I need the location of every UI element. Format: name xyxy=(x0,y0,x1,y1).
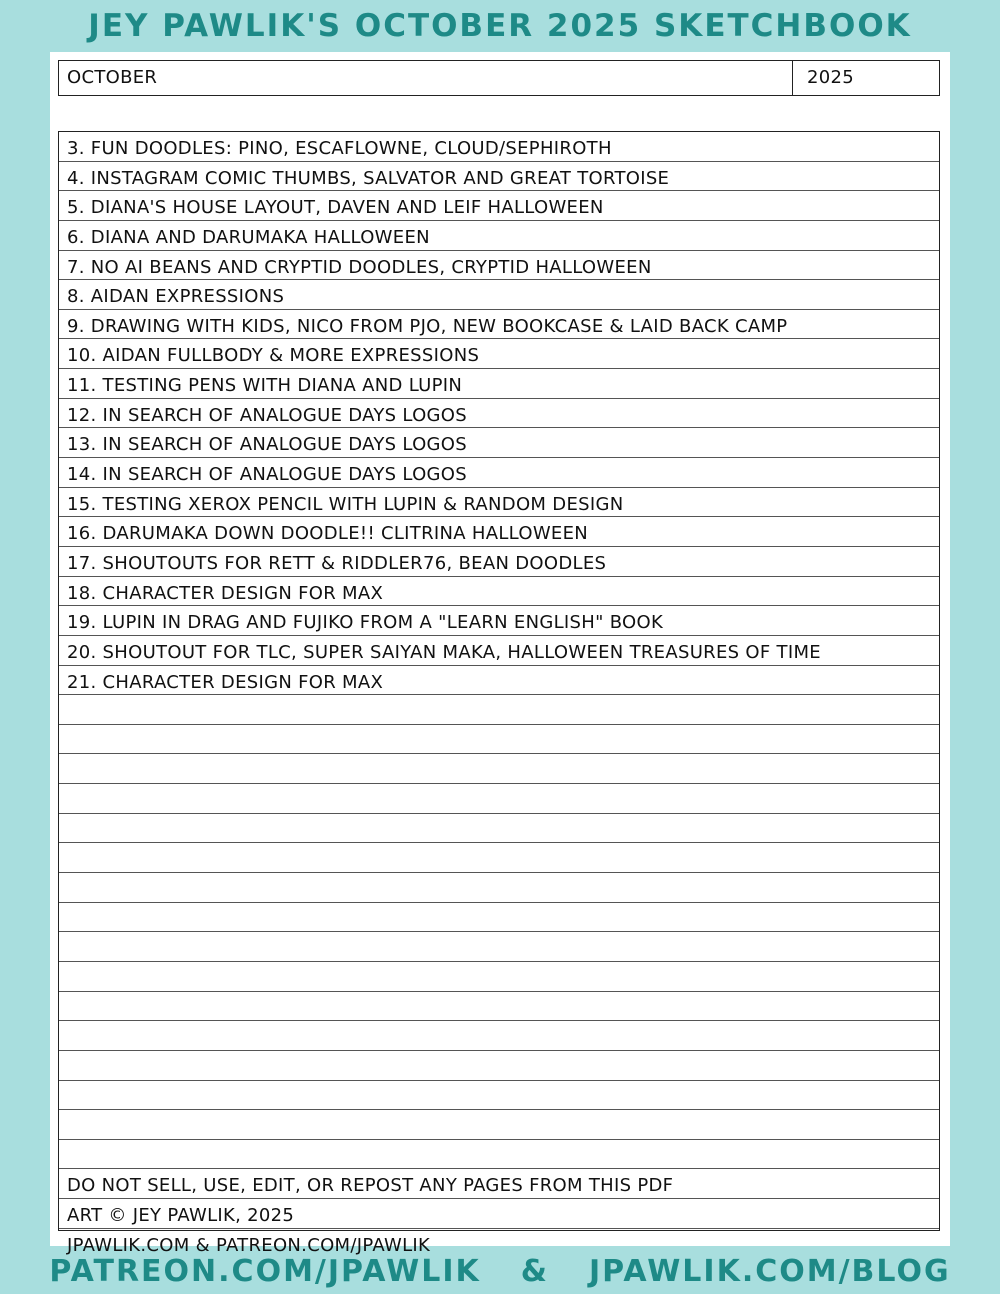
table-row xyxy=(59,962,939,992)
table-row: 4. INSTAGRAM COMIC THUMBS, SALVATOR AND GREAT TORTOISE xyxy=(59,162,939,192)
table-row: 14. IN SEARCH OF ANALOGUE DAYS LOGOS xyxy=(59,458,939,488)
table-row: 21. CHARACTER DESIGN FOR MAX xyxy=(59,666,939,696)
table-row xyxy=(59,725,939,755)
footer-links xyxy=(0,1250,1000,1294)
sketchbook-page xyxy=(50,52,950,1256)
table-row xyxy=(59,695,939,725)
header-year: 2025 xyxy=(807,67,855,88)
page-title: JEY PAWLIK'S OCTOBER 2025 SKETCHBOOK xyxy=(88,8,912,44)
table-row: 13. IN SEARCH OF ANALOGUE DAYS LOGOS xyxy=(59,428,939,458)
table-row xyxy=(59,1051,939,1081)
table-row: 5. DIANA'S HOUSE LAYOUT, DAVEN AND LEIF HALLOWEEN xyxy=(59,191,939,221)
table-row xyxy=(59,1081,939,1111)
table-row: 3. FUN DOODLES: PINO, ESCAFLOWNE, CLOUD/SEPHIROTH xyxy=(59,132,939,162)
table-row: 17. SHOUTOUTS FOR RETT & RIDDLER76, BEAN DOODLES xyxy=(59,547,939,577)
table-row xyxy=(59,873,939,903)
table-row: ART © JEY PAWLIK, 2025 xyxy=(59,1199,939,1229)
footer-patreon-link[interactable]: PATREON.COM/JPAWLIK xyxy=(49,1254,481,1289)
table-row: 20. SHOUTOUT FOR TLC, SUPER SAIYAN MAKA, HALLOWEEN TREASURES OF TIME xyxy=(59,636,939,666)
entries-table xyxy=(58,131,940,1256)
table-row xyxy=(59,1140,939,1170)
table-row: 18. CHARACTER DESIGN FOR MAX xyxy=(59,577,939,607)
table-row: 8. AIDAN EXPRESSIONS xyxy=(59,280,939,310)
table-row: 11. TESTING PENS WITH DIANA AND LUPIN xyxy=(59,369,939,399)
table-row: JPAWLIK.COM & PATREON.COM/JPAWLIK xyxy=(67,1234,431,1256)
table-row xyxy=(59,1110,939,1140)
table-row xyxy=(59,992,939,1022)
table-row: 16. DARUMAKA DOWN DOODLE!! CLITRINA HALLOWEEN xyxy=(59,517,939,547)
table-row xyxy=(59,1021,939,1051)
table-row xyxy=(59,814,939,844)
table-row: 15. TESTING XEROX PENCIL WITH LUPIN & RANDOM DESIGN xyxy=(59,488,939,518)
table-row: 9. DRAWING WITH KIDS, NICO FROM PJO, NEW BOOKCASE & LAID BACK CAMP xyxy=(59,310,939,340)
table-row: DO NOT SELL, USE, EDIT, OR REPOST ANY PAGES FROM THIS PDF xyxy=(59,1169,939,1199)
table-row xyxy=(59,932,939,962)
header-box xyxy=(58,60,940,96)
table-row: 19. LUPIN IN DRAG AND FUJIKO FROM A "LEARN ENGLISH" BOOK xyxy=(59,606,939,636)
footer-blog-link[interactable]: JPAWLIK.COM/BLOG xyxy=(588,1254,951,1289)
table-row xyxy=(59,843,939,873)
table-row xyxy=(59,784,939,814)
footer-ampersand: & xyxy=(520,1254,549,1289)
table-row xyxy=(59,903,939,933)
table-row xyxy=(59,754,939,784)
table-row: 6. DIANA AND DARUMAKA HALLOWEEN xyxy=(59,221,939,251)
table-row: 10. AIDAN FULLBODY & MORE EXPRESSIONS xyxy=(59,339,939,369)
table-row: 7. NO AI BEANS AND CRYPTID DOODLES, CRYPTID HALLOWEEN xyxy=(59,251,939,281)
table-row: 12. IN SEARCH OF ANALOGUE DAYS LOGOS xyxy=(59,399,939,429)
header-month: OCTOBER xyxy=(59,61,793,95)
